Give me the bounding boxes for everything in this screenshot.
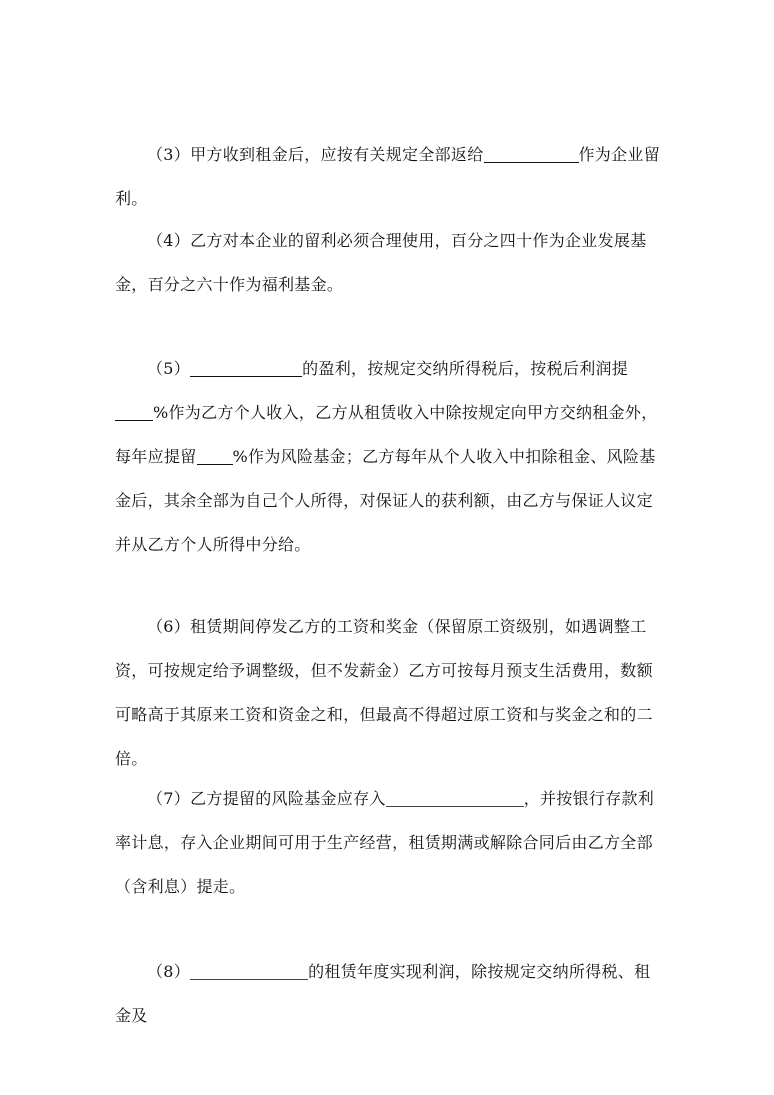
clause-6-text: 租赁期间停发乙方的工资和奖金（保留原工资级别，如遇调整工资，可按规定给予调整级，但不发薪金）乙方可按每月预支生活费用，数额可略高于其原来工资和资金之和，但最高不得超过原工资和与奖金之和的二倍。 [115, 617, 653, 768]
clause-5-text-c: %作为风险基金；乙方每年从个人收入中扣除租金、风险基金后，其余全部为自己个人所得，对保证人的获利额，由乙方与保证人议定并从乙方个人所得中分给。 [115, 447, 656, 554]
clause-3 [115, 133, 660, 221]
clause-7-blank [386, 790, 524, 807]
clause-8-text-a: 的租赁年度实现利润，除按规定交纳所得税、租金及 [115, 962, 651, 1025]
clause-5-blank-2 [115, 404, 153, 421]
clause-3-text-b: 作为企业留利。 [115, 145, 661, 208]
clause-8-blank [190, 963, 308, 980]
clause-7-number: （7） [147, 789, 191, 808]
clause-7-text-a: 乙方提留的风险基金应存入 [190, 789, 386, 808]
clause-6 [115, 605, 660, 781]
clause-3-number: （3） [147, 145, 191, 164]
clause-8-number: （8） [147, 962, 191, 981]
clause-3-text-a: 甲方收到租金后，应按有关规定全部返给 [190, 145, 484, 164]
clause-4 [115, 219, 660, 307]
clause-8 [115, 950, 660, 1038]
clause-7-text-b: ，并按银行存款利率计息，存入企业期间可用于生产经营，租赁期满或解除合同后由乙方全部（含利息）提走。 [115, 789, 655, 896]
clause-3-blank [484, 146, 579, 163]
clause-4-number: （4） [147, 231, 191, 250]
clause-4-text: 乙方对本企业的留利必须合理使用，百分之四十作为企业发展基金，百分之六十作为福利基金。 [115, 231, 647, 294]
clause-5-text-a: 的盈利，按规定交纳所得税后，按税后利润提 [302, 359, 629, 378]
clause-5-blank-3 [197, 448, 233, 465]
clause-5 [115, 347, 660, 567]
clause-5-blank-1 [190, 360, 302, 377]
clause-6-number: （6） [147, 617, 191, 636]
clause-5-number: （5） [147, 359, 191, 378]
clause-5-text-b: %作为乙方个人收入，乙方从租赁收入中除按规定向甲方交纳租金外，每年应提留 [115, 403, 658, 466]
clause-7 [115, 777, 660, 909]
